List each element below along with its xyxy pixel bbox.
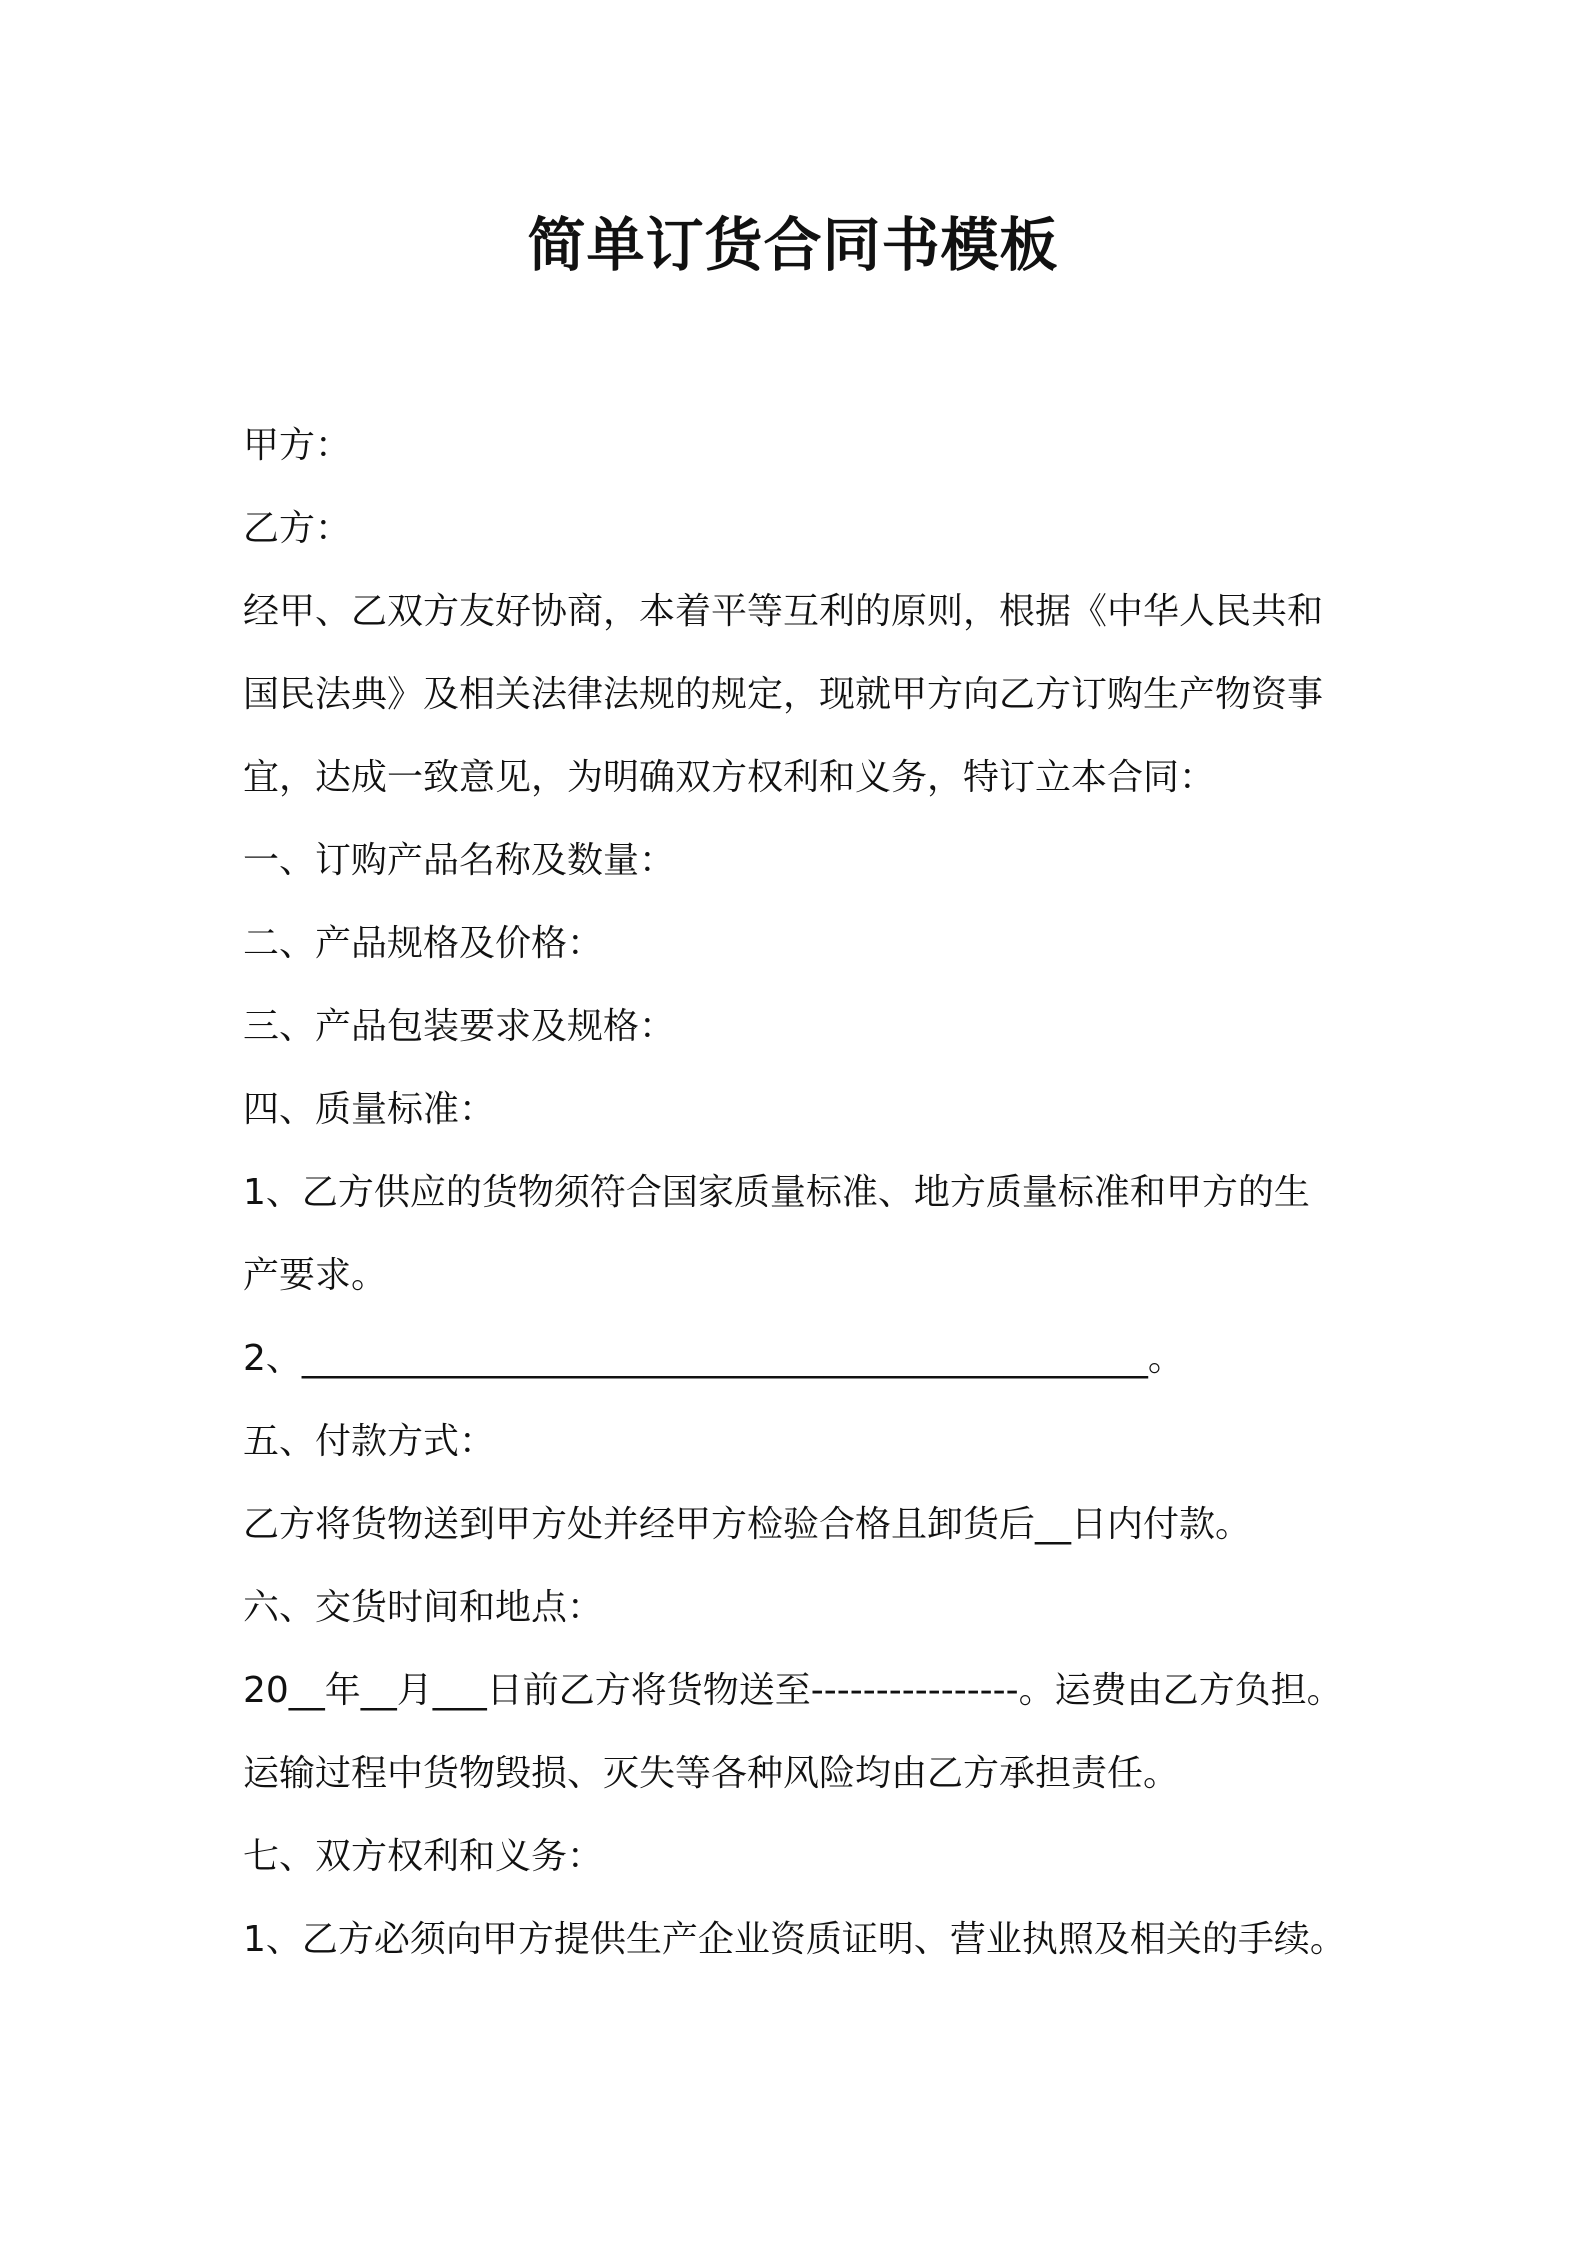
quality-clause-2-blank: 2、_______________________________________________。 (243, 1338, 1184, 1379)
obligation-clause-1: 1、乙方必须向甲方提供生产企业资质证明、营业执照及相关的手续。 (243, 1919, 1346, 1960)
delivery-clause-line-2: 运输过程中货物毁损、灭失等各种风险均由乙方承担责任。 (243, 1753, 1180, 1794)
party-a-line: 甲方： (243, 425, 352, 466)
preamble-line-2: 国民法典》及相关法律法规的规定，现就甲方向乙方订购生产物资事 (243, 674, 1324, 715)
section-7-heading: 七、双方权利和义务： (243, 1836, 604, 1877)
quality-clause-1-line-1: 1、乙方供应的货物须符合国家质量标准、地方质量标准和甲方的生 (243, 1172, 1310, 1213)
party-b-line: 乙方： (243, 508, 352, 549)
section-3-heading: 三、产品包装要求及规格： (243, 1006, 676, 1047)
section-5-heading: 五、付款方式： (243, 1421, 496, 1462)
quality-clause-1-line-2: 产要求。 (243, 1255, 388, 1296)
section-4-heading: 四、质量标准： (243, 1089, 496, 1130)
delivery-clause-line-1: 20__年__月___日前乙方将货物送至----------------。运费由乙方负担。 (243, 1670, 1343, 1711)
preamble-line-1: 经甲、乙双方友好协商，本着平等互利的原则，根据《中华人民共和 (243, 591, 1324, 632)
document-body (243, 404, 1363, 1981)
section-2-heading: 二、产品规格及价格： (243, 923, 604, 964)
payment-clause: 乙方将货物送到甲方处并经甲方检验合格且卸货后__日内付款。 (243, 1504, 1252, 1545)
document-title: 简单订货合同书模板 (527, 211, 1059, 279)
section-6-heading: 六、交货时间和地点： (243, 1587, 604, 1628)
preamble-line-3: 宜，达成一致意见，为明确双方权利和义务，特订立本合同： (243, 757, 1216, 798)
section-1-heading: 一、订购产品名称及数量： (243, 840, 676, 881)
